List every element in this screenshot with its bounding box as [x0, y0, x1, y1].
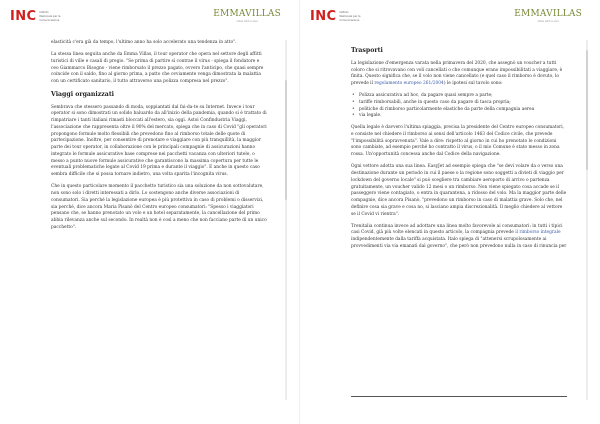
legal-route-paragraph: Quella legale è davvero l'ultima spiaggia, precisa la presidente del Centro europeo consumatori, e consiste nel chiedere il rimborso ai sensi dell'articolo 1463 del Codice civile, che prevede "l'impossibilità sopravvenuta". Vale a dire: rispetto al giorno in cui ho prenotato le condizioni sono cambiate, ad esempio perché ho contratto il virus, o il mio Comune è stato messo in zona rossa. Un'opportunità concessa anche dal Codice della navigazione.: [351, 125, 565, 158]
inc-logo-tagline: Istituto Nazionale per la Comunicazione: [39, 11, 61, 22]
trasporti-paragraph: La legislazione d'emergenza varata nella primavera del 2020, che assegnò un voucher a tutti coloro che si ritrovavano con voli cancellati o che comunque erano impossibilitati a viaggiare, è finita. Questo significa che, se il volo non viene cancellato (e quel caso il rimborso è dovuto, lo prevede il regolamento europeo 261/2004) le ipotesi sul tavolo sono:: [351, 60, 563, 86]
left-scrollbar-thumb[interactable]: [285, 80, 287, 200]
page-header: [310, 8, 582, 28]
inc-logo: [310, 9, 361, 24]
list-item: • via legale.: [351, 113, 567, 120]
intro-paragraph: elasticità c'era già da tempo, l'ultimo anno ha solo accelerato una tendenza in atto".: [51, 40, 237, 45]
page-bottom-rule: [351, 396, 567, 397]
right-scrollbar[interactable]: [586, 40, 588, 400]
inc-logo-text: [10, 9, 36, 24]
inc-logo-tagline: Istituto Nazionale per la Comunicazione: [339, 11, 361, 22]
carrier-policy-paragraph: Ogni vettore adotta una sua linea. EasyJet ad esempio spiega che "se devi volare da o verso una destinazione durante un periodo in cui il paese o la regione sono soggetti a divieti di viaggio per lockdown del governo locale" si può scegliere tra cambiare aeroporto di arrivo o partenza gratuitamente, un voucher valido 12 mesi o un rimborso. Non viene spiegato cosa accade se il passeggero viene contagiato, o entra in quarantena, a ridosso del volo. Ma la maggior parte delle compagnie, dice ancora Pisanò, "prevedono un rimborso in caso di malattia grave. Solo che, nel definire cosa sia grave e cosa no, si lasciano ampia discrezionalità. Il meglio chiedere al vettore se il Covid vi rientra".: [351, 164, 567, 217]
regolamento-europeo-link[interactable]: regolamento europeo 261/2004: [374, 81, 444, 86]
inc-logo: [10, 9, 61, 24]
left-scrollbar[interactable]: [285, 40, 287, 400]
inc-logo-letters: INC: [10, 9, 37, 24]
heading-trasporti: Trasporti: [351, 47, 383, 54]
right-page: [300, 0, 600, 424]
heading-viaggi-organizzati: Viaggi organizzati: [51, 90, 115, 98]
emmavillas-logo: [514, 9, 582, 23]
list-item: • Polizza assicurativa ad hoc, da pagare quasi sempre a parte;: [351, 93, 567, 100]
rimborso-integrale-link[interactable]: il rimborso integrale: [515, 230, 561, 236]
left-article-body: [51, 40, 267, 237]
tour-operator-paragraph: Sembrava che stessero passando di moda, soppiantati dal fai-da-te su Internet. Invece i tour operator si sono dimostrati un solido baluardo da all'inizio della pandemia, quando si è trattato di rimpatriare i tanti italiani rimasti bloccati all'estero, sia oggi. Astoi Confindustria Viaggi, l'associazione che rappresenta oltre il 90% del mercato, spiega che in caso di Covid "gli operatori propongono formule molto flessibili che prevedono fino al rimborso totale delle quote di partecipazione. Inoltre, per consentire di prenotare e viaggiare con più tranquillità, la maggior parte dei tour operator, in collaborazione con le principali compagnie di assicurazioni hanno integrato le formule assicurative base comprese nei pacchetti vacanza con ulteriori tutele, o messo a punto nuove formule assicurative che garantiscono la massima copertura per tutte le eventuali problematiche legate al Covid 19 prima e durante il viaggio". E anche in questo caso sembra difficile che si possa tornare indietro, una volta sparita l'incognita virus.: [51, 104, 267, 178]
emmavillas-logo-tagline: villas with a soul: [537, 20, 559, 23]
emmavillas-logo: [213, 9, 281, 23]
page-header: [10, 8, 281, 28]
list-item: • tariffe rimborsabili, anche in questo caso da pagare di tasca propria;: [351, 100, 567, 107]
right-scrollbar-thumb[interactable]: [586, 50, 588, 170]
inc-logo-text: INC: [310, 9, 337, 24]
emmavillas-logo-text: EMMAVILLAS: [213, 9, 281, 19]
emmavillas-logo-text: EMMAVILLAS: [514, 9, 582, 19]
list-item: • politiche di rimborso particolarmente elastiche da parte della compagnia aerea: [351, 107, 567, 114]
options-list: [351, 93, 567, 120]
emma-villas-paragraph: La stessa linea seguita anche da Emma Villas, il tour operator che opera nel settore degli affitti turistici di ville e casali di pregio. "Se prima di partire si contrae il virus - spiega il fondatore e ceo Giammarco Bisogno - viene rimborsato il prezzo pagato, ovvero l'anticipo, che quasi sempre coincide con il saldo, fino al giorno prima, a patto che ovviamente venga dimostrata la malattia con un certificato sanitario, il tutto attraverso una polizza compresa nel prezzo".: [51, 52, 264, 85]
emmavillas-logo-tagline: villas with a soul: [236, 20, 258, 23]
right-article-body: [351, 48, 567, 256]
trenitalia-paragraph: Trenitalia continua invece ad adottare una linea molto favorevole ai consumatori: in tutti i tipici casi Covid, già più volte elencati in questo articolo, la compagnia prevede il rimborso integrale indipendentemente dalla tariffa acquistata. Italo spiega di "attenersi scrupolosamente ai provvedimenti via via emanati dal governo", che però non prevedono nulla in caso di rinuncia per: [351, 223, 567, 249]
consumer-associations-paragraph: Che in questo particolare momento il pacchetto turistico sia una soluzione da non sottovalutare, non sono solo i diretti interessati a dirlo. Lo sostengono anche diverse associazioni di consumatori. Sia perché la legislazione europea è più protettiva in caso di problemi o disservizi, sia perché, dice ancora Maria Pisanò del Centro europeo consumatori: "Spesso i viaggiatori pensano che, se hanno prenotato un volo e un hotel separatamente, la cancellazione del primo abbia rilevanza anche sul secondo. In realtà non è così a meno che non facciano parte di un unico pacchetto".: [51, 184, 267, 230]
